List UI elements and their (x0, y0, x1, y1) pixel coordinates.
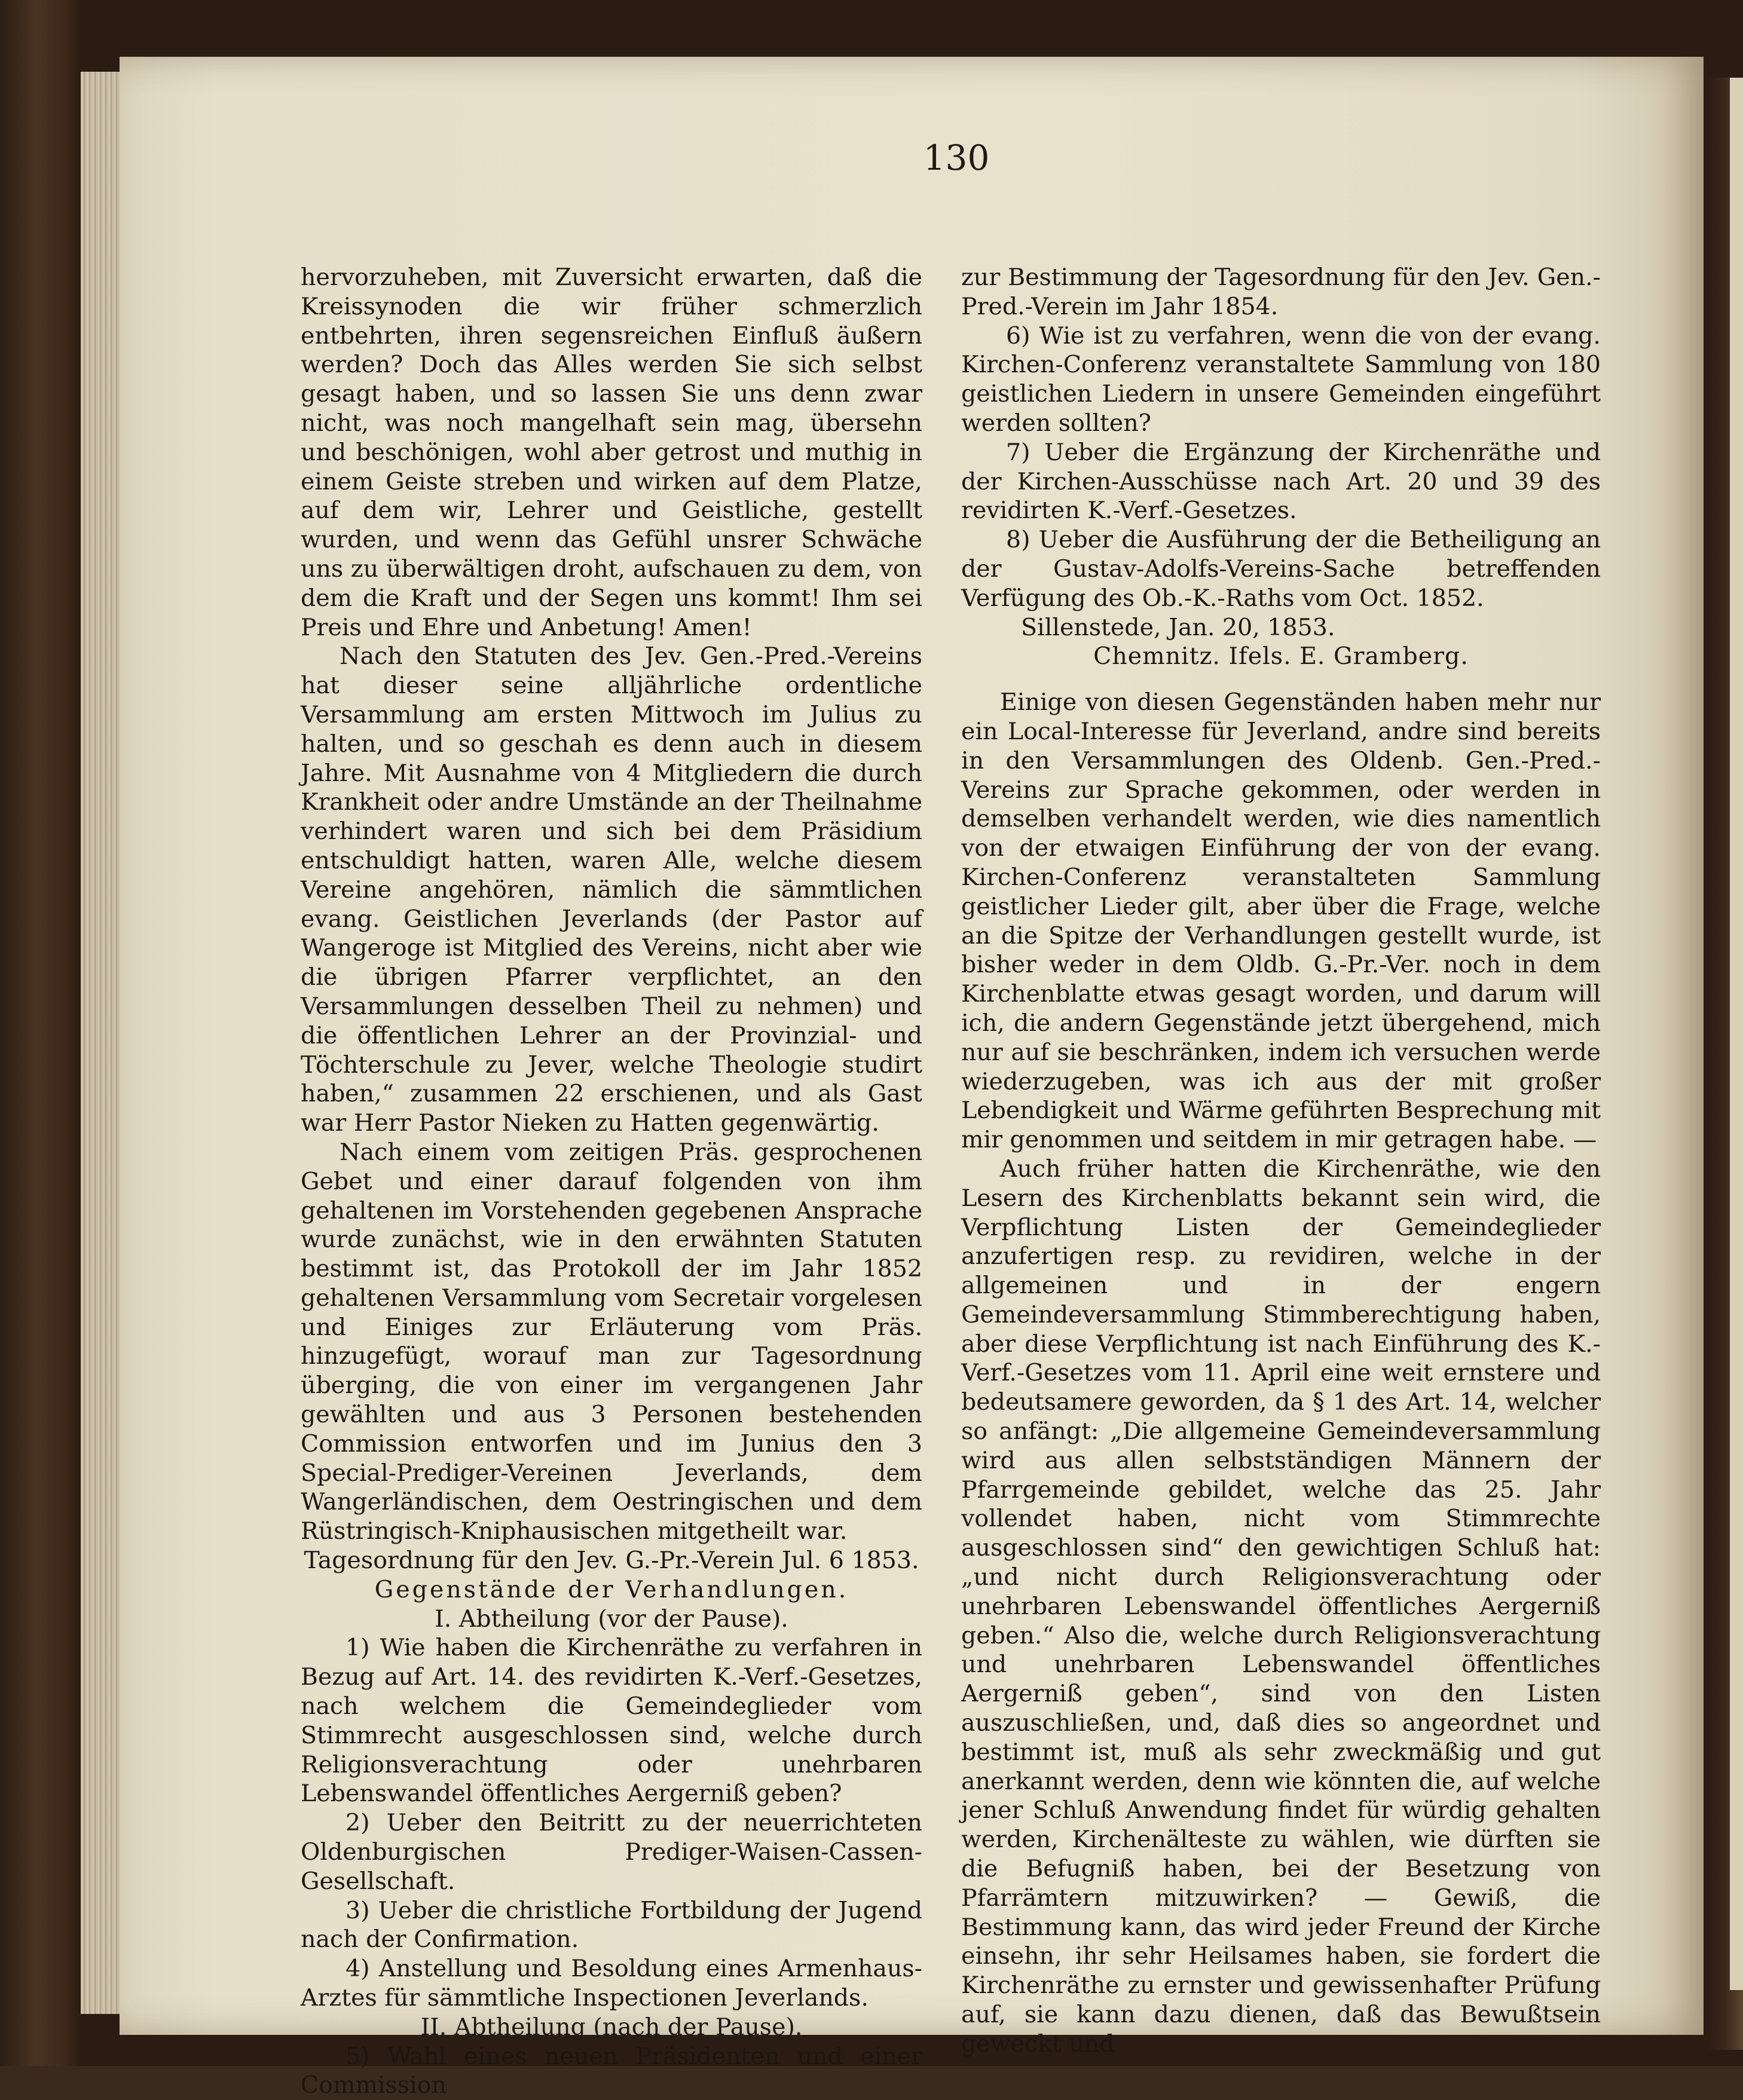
right-column (961, 263, 1601, 2059)
paragraph: Nach einem vom zeitigen Präs. gesprochenen Gebet und einer darauf folgenden von ihm gehaltenen im Vorstehenden gegebenen Ansprache wurde zunächst, wie in den erwähnten Statuten bestimmt ist, das Protokoll der im Jahr 1852 gehaltenen Versammlung vom Secretair vorgelesen und Einiges zur Erläuterung vom Präs. hinzugefügt, worauf man zur Tagesordnung überging, die von einer im vergangenen Jahr gewählten und aus 3 Personen bestehenden Commission entworfen und im Junius den 3 Special-Prediger-Vereinen Jeverlands, dem Wangerländischen, dem Oestringischen und dem Rüstringisch-Kniphausischen mitgetheilt war. (301, 1138, 922, 1545)
paragraph: Einige von diesen Gegenständen haben mehr nur ein Local-Interesse für Jeverland, andre sind bereits in den Versammlungen des Oldenb. Gen.-Pred.-Vereins zur Sprache gekommen, oder werden in demselben verhandelt werden, wie dies namentlich von der etwaigen Einführung der von der evang. Kirchen-Conferenz veranstalteten Sammlung geistlicher Lieder gilt, aber über die Frage, welche an die Spitze der Verhandlungen gestellt wurde, ist bisher weder in dem Oldb. G.-Pr.-Ver. noch in dem Kirchenblatte etwas gesagt worden, und darum will ich, die andern Gegenstände jetzt übergehend, mich nur auf sie beschränken, indem ich versuchen werde wiederzugeben, was ich aus der mit großer Lebendigkeit und Wärme geführten Besprechung mit mir genommen und seitdem in mir getragen habe. — (961, 688, 1601, 1154)
paragraph: II. Abtheilung (nach der Pause). (420, 2013, 803, 2041)
paragraph: Chemnitz. Ifels. E. Gramberg. (1093, 642, 1469, 671)
paragraph: Sillenstede, Jan. 20, 1853. (1021, 613, 1335, 641)
paragraph: Gegenstände der Verhandlungen. (374, 1575, 849, 1603)
paragraph: 6) Wie ist zu verfahren, wenn die von der evang. Kirchen-Conferenz veranstaltete Sammlung von 180 geistlichen Liedern in unsere Gemeinden eingeführt werden sollten? (961, 322, 1601, 437)
paragraph: 2) Ueber den Beitritt zu der neuerrichteten Oldenburgischen Prediger-Waisen-Cassen-Gesellschaft. (301, 1809, 922, 1895)
paragraph: 1) Wie haben die Kirchenräthe zu verfahren in Bezug auf Art. 14. des revidirten K.-Verf.-Gesetzes, nach welchem die Gemeindeglieder vom Stimmrecht ausgeschlossen sind, welche durch Religionsverachtung oder unehrbaren Lebenswandel öffentliches Aergerniß geben? (301, 1634, 922, 1808)
paragraph: I. Abtheilung (vor der Pause). (435, 1605, 788, 1633)
paragraph: 5) Wahl eines neuen Präsidenten und einer Commission (301, 2042, 922, 2099)
paragraph: 3) Ueber die christliche Fortbildung der Jugend nach der Confirmation. (301, 1896, 922, 1954)
paragraph: Auch früher hatten die Kirchenräthe, wie den Lesern des Kirchenblatts bekannt sein wird, die Verpflichtung Listen der Gemeindeglieder anzufertigen resp. zu revidiren, welche in der allgemeinen und in der engern Gemeindeversammlung Stimmberechtigung haben, aber diese Verpflichtung ist nach Einführung des K.-Verf.-Gesetzes vom 11. April eine weit ernstere und bedeutsamere geworden, da § 1 des Art. 14, welcher so anfängt: „Die allgemeine Gemeindeversammlung wird aus allen selbstständigen Männern der Pfarrgemeinde gebildet, welche das 25. Jahr vollendet haben, nicht vom Stimmrechte ausgeschlossen sind“ den gewichtigen Schluß hat: „und nicht durch Religionsverachtung oder unehrbaren Lebenswandel öffentliches Aergerniß geben.“ Also die, welche durch Religionsverachtung und unehrbaren Lebenswandel öffentliches Aergerniß geben“, sind von den Listen auszuschließen, und, daß dies so angeordnet und bestimmt ist, muß als sehr zweckmäßig und gut anerkannt werden, denn wie könnten die, auf welche jener Schluß Anwendung findet für würdig gehalten werden, Kirchenälteste zu wählen, wie dürften sie die Befugniß haben, bei der Besetzung von Pfarrämtern mitzuwirken? — Gewiß, die Bestimmung kann, das wird jeder Freund der Kirche einsehn, ihr sehr Heilsames haben, sie fordert die Kirchenräthe zu ernster und gewissenhafter Prüfung auf, sie kann dazu dienen, daß das Bewußtsein geweckt und (961, 1155, 1601, 2058)
left-column (301, 263, 922, 2100)
paragraph: 4) Anstellung und Besoldung eines Armenhaus-Arztes für sämmtliche Inspectionen Jeverlands. (301, 1955, 922, 2012)
paragraph: 8) Ueber die Ausführung der die Betheiligung an der Gustav-Adolfs-Vereins-Sache betreffenden Verfügung des Ob.-K.-Raths vom Oct. 1852. (961, 526, 1601, 612)
paragraph: zur Bestimmung der Tagesordnung für den Jev. Gen.-Pred.-Verein im Jahr 1854. (961, 264, 1601, 320)
paragraph: hervorzuheben, mit Zuversicht erwarten, daß die Kreissynoden die wir früher schmerzlich entbehrten, ihren segensreichen Einfluß äußern werden? Doch das Alles werden Sie sich selbst gesagt haben, und so lassen Sie uns denn zwar nicht, was noch mangelhaft sein mag, übersehn und beschönigen, wohl aber getrost und muthig in einem Geiste streben und wirken auf dem Platze, auf dem wir, Lehrer und Geistliche, gestellt wurden, und wenn das Gefühl unsrer Schwäche uns zu überwältigen droht, aufschauen zu dem, von dem die Kraft und der Segen uns kommt! Ihm sei Preis und Ehre und Anbetung! Amen! (301, 264, 922, 641)
paragraph: Nach den Statuten des Jev. Gen.-Pred.-Vereins hat dieser seine alljährliche ordentliche Versammlung am ersten Mittwoch im Julius zu halten, und so geschah es denn auch in diesem Jahre. Mit Ausnahme von 4 Mitgliedern die durch Krankheit oder andre Umstände an der Theilnahme verhindert waren und sich bei dem Präsidium entschuldigt hatten, waren Alle, welche diesem Vereine angehören, nämlich die sämmtlichen evang. Geistlichen Jeverlands (der Pastor auf Wangeroge ist Mitglied des Vereins, nicht aber wie die übrigen Pfarrer verpflichtet, an den Versammlungen desselben Theil zu nehmen) und die öffentlichen Lehrer an der Provinzial- und Töchterschule zu Jever, welche Theologie studirt haben,“ zusammen 22 erschienen, und als Gast war Herr Pastor Nieken zu Hatten gegenwärtig. (301, 642, 922, 1137)
page-number: 130 (923, 137, 990, 178)
paragraph: Tagesordnung für den Jev. G.-Pr.-Verein Jul. 6 1853. (304, 1547, 919, 1575)
facing-page-edge (1730, 78, 1743, 1990)
paragraph: 7) Ueber die Ergänzung der Kirchenräthe und der Kirchen-Ausschüsse nach Art. 20 und 39 des revidirten K.-Verf.-Gesetzes. (961, 438, 1601, 525)
